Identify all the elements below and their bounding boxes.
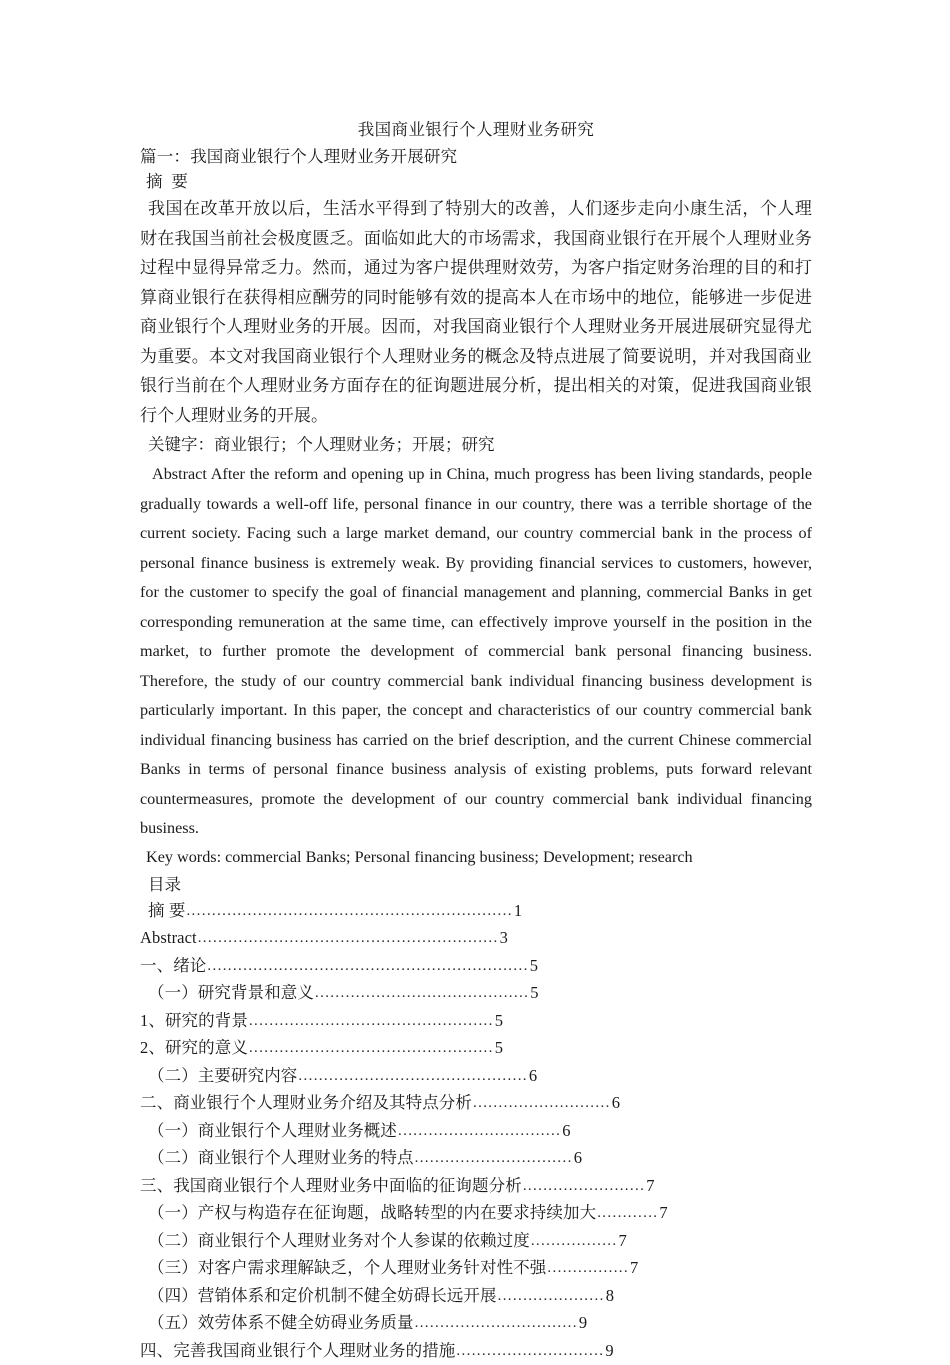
page-title: 我国商业银行个人理财业务研究 xyxy=(140,118,812,142)
toc-entry[interactable] xyxy=(140,1035,812,1063)
toc-entry[interactable] xyxy=(140,1063,812,1091)
toc-entry-page-number: 6 xyxy=(574,1145,582,1171)
table-of-contents xyxy=(140,872,812,1365)
toc-entry[interactable] xyxy=(140,980,812,1008)
toc-entry-page-number: 6 xyxy=(562,1118,570,1144)
toc-dot-leader: ........................................................... xyxy=(198,926,499,952)
toc-dot-leader: ............................... xyxy=(415,1146,573,1172)
section-label: 篇一：我国商业银行个人理财业务开展研究 xyxy=(140,144,812,169)
toc-entry-page-number: 1 xyxy=(514,898,522,924)
toc-entry-label: 1、研究的背景 xyxy=(140,1008,248,1034)
toc-entry-label: 摘 要 xyxy=(148,898,185,924)
toc-dot-leader: ............................................................... xyxy=(207,954,528,980)
keywords-en: Key words: commercial Banks; Personal financing business; Development; research xyxy=(140,844,812,870)
toc-entry-label: 二、商业银行个人理财业务介绍及其特点分析 xyxy=(140,1090,472,1116)
toc-dot-leader: .......................................... xyxy=(315,981,529,1007)
abstract-paragraph-en: Abstract After the reform and opening up in China, much progress has been living standards, people gradually towards a well-off life, personal finance in our country, there was a terrible shortage of the current society. Facing such a large market demand, our country commercial bank in the process of personal finance business is extremely weak. By providing financial services to customers, however, for the customer to specify the goal of financial management and planning, commercial Banks in get corresponding remuneration at the same time, can effectively improve yourself in the position in the market, to further promote the development of commercial bank personal financing business. Therefore, the study of our country commercial bank individual financing business development is particularly important. In this paper, the concept and characteristics of our country commercial bank individual financing business has carried on the brief description, and the current Chinese commercial Banks in terms of personal finance business analysis of existing problems, puts forward relevant countermeasures, promote the development of our country commercial bank individual financing business. xyxy=(140,460,812,844)
toc-entry-page-number: 5 xyxy=(495,1008,503,1034)
toc-entry-label: （五）效劳体系不健全妨碍业务质量 xyxy=(148,1310,414,1336)
toc-dot-leader: ................................ xyxy=(398,1119,561,1145)
toc-entry[interactable] xyxy=(140,1255,812,1283)
toc-entry-label: （四）营销体系和定价机制不健全妨碍长远开展 xyxy=(148,1283,497,1309)
toc-entry[interactable] xyxy=(140,1145,812,1173)
toc-entry-page-number: 5 xyxy=(530,980,538,1006)
toc-entry[interactable] xyxy=(140,1310,812,1338)
toc-entry-label: 2、研究的意义 xyxy=(140,1035,248,1061)
toc-entry-page-number: 5 xyxy=(495,1035,503,1061)
toc-entry-label: （二）商业银行个人理财业务对个人参谋的依赖过度 xyxy=(148,1228,530,1254)
toc-entry-page-number: 6 xyxy=(529,1063,537,1089)
toc-entry-label: 一、绪论 xyxy=(140,953,206,979)
document-content xyxy=(140,118,812,1365)
toc-dot-leader: ............ xyxy=(597,1201,658,1227)
toc-dot-leader: ..................... xyxy=(498,1284,605,1310)
toc-entry-page-number: 7 xyxy=(659,1200,667,1226)
toc-entry[interactable] xyxy=(140,953,812,981)
toc-entry-label: （一）研究背景和意义 xyxy=(148,980,314,1006)
toc-entry-page-number: 6 xyxy=(612,1090,620,1116)
toc-dot-leader: ............................. xyxy=(456,1339,604,1365)
toc-entry-list xyxy=(140,898,812,1365)
toc-entry-label: （二）商业银行个人理财业务的特点 xyxy=(148,1145,414,1171)
toc-entry[interactable] xyxy=(140,898,812,926)
toc-dot-leader: ................................................ xyxy=(249,1009,494,1035)
toc-entry[interactable] xyxy=(140,1090,812,1118)
abstract-paragraph-cn: 我国在改革开放以后，生活水平得到了特别大的改善，人们逐步走向小康生活，个人理财在我国当前社会极度匮乏。面临如此大的市场需求，我国商业银行在开展个人理财业务过程中显得异常乏力。然而，通过为客户提供理财效劳，为客户指定财务治理的目的和打算商业银行在获得相应酬劳的同时能够有效的提高本人在市场中的地位，能够进一步促进商业银行个人理财业务的开展。因而，对我国商业银行个人理财业务开展进展研究显得尤为重要。本文对我国商业银行个人理财业务的概念及特点进展了简要说明，并对我国商业银行当前在个人理财业务方面存在的征询题进展分析，提出相关的对策，促进我国商业银行个人理财业务的开展。 xyxy=(140,194,812,430)
toc-dot-leader: ................ xyxy=(547,1256,629,1282)
toc-entry-label: Abstract xyxy=(140,925,197,951)
abstract-heading-cn: 摘 要 xyxy=(140,169,812,194)
toc-dot-leader: ................. xyxy=(531,1229,618,1255)
toc-entry-label: 三、我国商业银行个人理财业务中面临的征询题分析 xyxy=(140,1173,522,1199)
toc-entry[interactable] xyxy=(140,1173,812,1201)
toc-entry[interactable] xyxy=(140,1118,812,1146)
toc-entry-page-number: 7 xyxy=(630,1255,638,1281)
toc-entry-label: （一）商业银行个人理财业务概述 xyxy=(148,1118,397,1144)
toc-entry-page-number: 3 xyxy=(500,925,508,951)
toc-entry[interactable] xyxy=(140,1338,812,1365)
toc-entry-label: （二）主要研究内容 xyxy=(148,1063,297,1089)
toc-entry-label: （三）对客户需求理解缺乏，个人理财业务针对性不强 xyxy=(148,1255,546,1281)
toc-dot-leader: ........................ xyxy=(523,1174,645,1200)
toc-entry-page-number: 9 xyxy=(605,1338,613,1364)
toc-dot-leader: ................................................................ xyxy=(186,899,512,925)
toc-entry[interactable] xyxy=(140,1283,812,1311)
toc-entry-label: （一）产权与构造存在征询题，战略转型的内在要求持续加大 xyxy=(148,1200,596,1226)
toc-entry-label: 四、完善我国商业银行个人理财业务的措施 xyxy=(140,1338,455,1364)
toc-entry[interactable] xyxy=(140,925,812,953)
toc-dot-leader: ................................................ xyxy=(249,1036,494,1062)
toc-entry-page-number: 5 xyxy=(530,953,538,979)
toc-entry[interactable] xyxy=(140,1008,812,1036)
toc-dot-leader: ............................................. xyxy=(298,1064,528,1090)
toc-entry-page-number: 9 xyxy=(579,1310,587,1336)
keywords-cn: 关键字：商业银行；个人理财业务；开展；研究 xyxy=(140,430,812,460)
toc-entry-page-number: 8 xyxy=(606,1283,614,1309)
toc-entry[interactable] xyxy=(140,1200,812,1228)
toc-heading: 目录 xyxy=(140,872,812,898)
toc-entry-page-number: 7 xyxy=(646,1173,654,1199)
toc-dot-leader: ........................... xyxy=(473,1091,611,1117)
toc-dot-leader: ................................ xyxy=(415,1311,578,1337)
toc-entry-page-number: 7 xyxy=(619,1228,627,1254)
toc-entry[interactable] xyxy=(140,1228,812,1256)
